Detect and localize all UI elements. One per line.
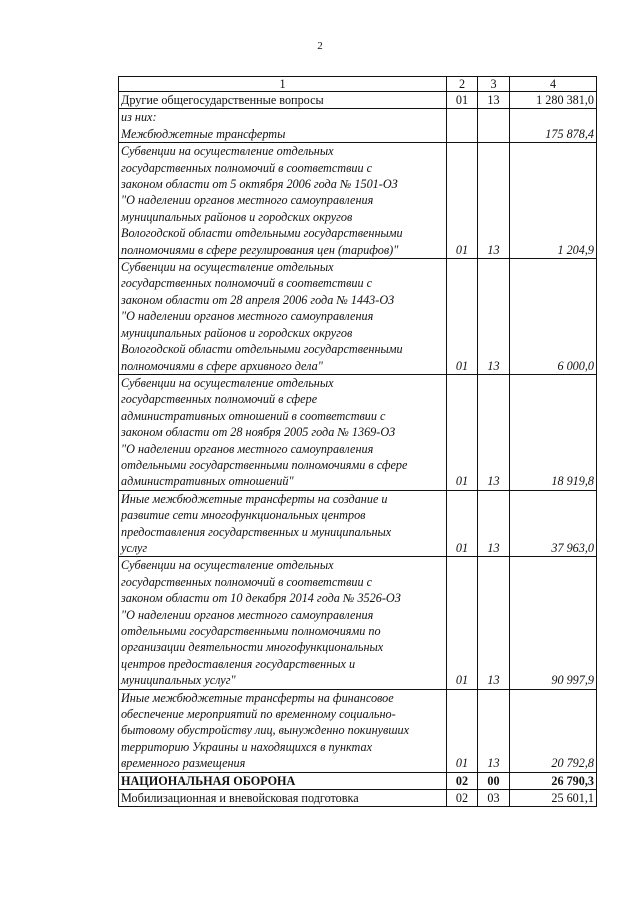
table-header-row [119, 77, 597, 92]
section-code-cell: 02 [447, 772, 478, 789]
row-name-cell [119, 557, 447, 689]
row-name-line: Другие общегосударственные вопросы [121, 93, 324, 107]
row-name-cell [119, 374, 447, 490]
amount-cell: 18 919,8 [510, 374, 597, 490]
budget-table [118, 76, 597, 807]
subsection-code-cell: 13 [478, 689, 510, 772]
row-name-line: Субвенции на осуществление отдельных [121, 144, 334, 159]
row-name-line: административных отношений" [121, 474, 294, 489]
section-code-cell [447, 109, 478, 143]
row-name-line: обеспечение мероприятий по временному социально- [121, 707, 396, 722]
row-name-cell [119, 259, 447, 375]
table-row [119, 772, 597, 789]
row-name-line: Межбюджетные трансферты [121, 126, 286, 141]
amount-cell: 37 963,0 [510, 490, 597, 557]
row-name-line: законом области от 28 апреля 2006 года № 1443-ОЗ [121, 292, 395, 307]
section-code-cell: 01 [447, 259, 478, 375]
row-name-line: из них: [121, 110, 157, 125]
row-name-cell [119, 689, 447, 772]
row-name-line: Субвенции на осуществление отдельных [121, 558, 334, 573]
row-name-line: "О наделении органов местного самоуправления [121, 193, 374, 208]
row-name-line: территорию Украины и находящихся в пунктах [121, 739, 372, 754]
row-name-line: административных отношений в соответствии с [121, 408, 386, 423]
subsection-code-cell: 13 [478, 374, 510, 490]
header-col-3: 3 [478, 77, 510, 92]
row-name-line: предоставления государственных и муниципальных [121, 524, 392, 539]
row-name-line: центров предоставления государственных и [121, 656, 356, 671]
row-name-line: муниципальных районов и городских округов [121, 209, 353, 224]
header-col-1: 1 [119, 77, 447, 92]
table-row [119, 374, 597, 490]
row-name-line: законом области от 5 октября 2006 года № 1501-ОЗ [121, 177, 398, 192]
row-name-line: отдельными государственными полномочиями по [121, 624, 381, 638]
table-row [119, 143, 597, 259]
subsection-code-cell [478, 109, 510, 143]
row-name-cell [119, 92, 447, 109]
row-name-line: организации деятельности многофункциональных [121, 640, 384, 655]
row-name-line: временного размещения [121, 756, 246, 771]
header-col-4: 4 [510, 77, 597, 92]
row-name-cell [119, 772, 447, 789]
row-name-line: муниципальных услуг" [121, 673, 236, 688]
row-name-line: Иные межбюджетные трансферты на создание и [121, 491, 388, 506]
amount-cell: 20 792,8 [510, 689, 597, 772]
amount-cell: 6 000,0 [510, 259, 597, 375]
page-number: 2 [317, 40, 323, 52]
section-code-cell: 01 [447, 490, 478, 557]
table-row [119, 557, 597, 689]
row-name-line: Субвенции на осуществление отдельных [121, 260, 334, 275]
section-code-cell: 01 [447, 143, 478, 259]
row-name-line: "О наделении органов местного самоуправления [121, 441, 374, 456]
row-name-line: НАЦИОНАЛЬНАЯ ОБОРОНА [121, 773, 296, 788]
subsection-code-cell: 13 [478, 490, 510, 557]
row-name-cell [119, 790, 447, 807]
row-name-line: Вологодской области отдельными государственными [121, 226, 403, 241]
subsection-code-cell: 00 [478, 772, 510, 789]
subsection-code-cell: 13 [478, 92, 510, 109]
amount-cell: 1 280 381,0 [510, 92, 597, 109]
row-name-cell [119, 109, 447, 143]
row-name-line: отдельными государственными полномочиями в сфере [121, 457, 408, 472]
section-code-cell: 01 [447, 374, 478, 490]
row-name-line: Иные межбюджетные трансферты на финансовое [121, 690, 394, 705]
table-row [119, 259, 597, 375]
row-name-line: государственных полномочий в сфере [121, 392, 318, 407]
row-name-line: полномочиями в сфере архивного дела" [121, 358, 323, 373]
table-row [119, 790, 597, 807]
amount-cell: 175 878,4 [510, 109, 597, 143]
table-row [119, 92, 597, 109]
row-name-line: государственных полномочий в соответствии с [121, 160, 373, 175]
row-name-cell [119, 490, 447, 557]
subsection-code-cell: 13 [478, 259, 510, 375]
table-row [119, 109, 597, 143]
row-name-line: "О наделении органов местного самоуправления [121, 309, 374, 324]
row-name-line: бытовому обустройству лиц, вынужденно покинувших [121, 723, 410, 738]
row-name-line: законом области от 10 декабря 2014 года № 3526-ОЗ [121, 591, 401, 606]
row-name-cell [119, 143, 447, 259]
amount-cell: 25 601,1 [510, 790, 597, 807]
section-code-cell: 01 [447, 689, 478, 772]
subsection-code-cell: 03 [478, 790, 510, 807]
header-col-2: 2 [447, 77, 478, 92]
subsection-code-cell: 13 [478, 557, 510, 689]
row-name-line: государственных полномочий в соответствии с [121, 276, 373, 291]
row-name-line: Мобилизационная и вневойсковая подготовка [121, 791, 359, 806]
row-name-line: "О наделении органов местного самоуправления [121, 607, 374, 622]
table-row [119, 490, 597, 557]
amount-cell: 26 790,3 [510, 772, 597, 789]
row-name-line: полномочиями в сфере регулирования цен (тарифов)" [121, 242, 399, 257]
table-row [119, 689, 597, 772]
subsection-code-cell: 13 [478, 143, 510, 259]
row-name-line: услуг [121, 540, 148, 555]
section-code-cell: 01 [447, 557, 478, 689]
row-name-line: государственных полномочий в соответствии с [121, 574, 373, 589]
row-name-line: развитие сети многофункциональных центров [121, 508, 366, 523]
section-code-cell: 02 [447, 790, 478, 807]
row-name-line: муниципальных районов и городских округов [121, 325, 353, 340]
amount-cell: 1 204,9 [510, 143, 597, 259]
row-name-line: законом области от 28 ноября 2005 года № 1369-ОЗ [121, 425, 396, 440]
row-name-line: Субвенции на осуществление отдельных [121, 375, 334, 390]
row-name-line: Вологодской области отдельными государственными [121, 342, 403, 357]
section-code-cell: 01 [447, 92, 478, 109]
amount-cell: 90 997,9 [510, 557, 597, 689]
